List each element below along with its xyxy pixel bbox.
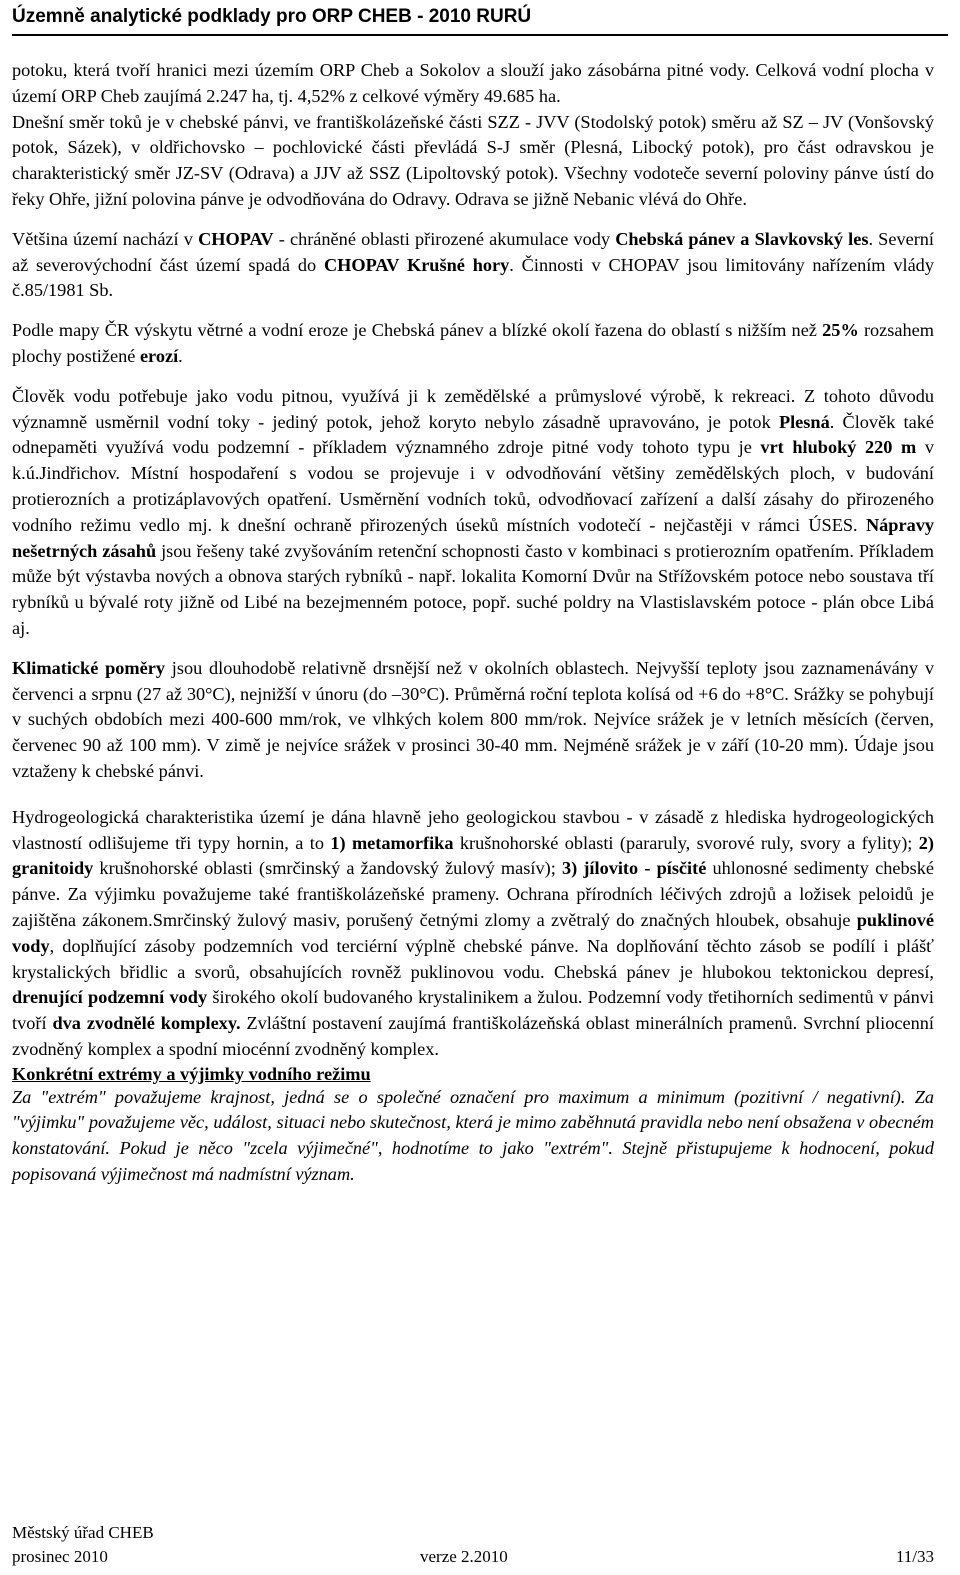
text-run: jsou řešeny také zvyšováním retenční schopnosti často v kombinaci s protierozním opatřením. Příkladem může být výstavba nových a obnova starých rybníků - např. lokalita Komorní Dvůr na Střížovském potoce nebo soustava tří rybníků u bývalé roty jižně od Libé na bezejmenném potoce, popř. suché poldry na Vlastislavském potoce - plán obce Libá aj. — [12, 540, 934, 638]
footer-row-office — [12, 1521, 934, 1545]
bold-text: drenující podzemní vody — [12, 987, 208, 1008]
text-run: krušnohorské oblasti (smrčinský a žandovský žulový masív); — [93, 858, 562, 879]
text-run: Většina území nachází v — [12, 228, 199, 249]
text-run: . Činnosti v CHOPAV jsou limitovány nařízením vlády č.85/1981 Sb. — [12, 254, 934, 301]
paragraph-chopav — [12, 227, 934, 304]
bold-text: CHOPAV Krušné hory — [323, 254, 510, 275]
bold-text: 25% — [822, 320, 859, 341]
text-run: Dnešní směr toků je v chebské pánvi, ve františkolázeňské části SZZ - JVV (Stodolský potok) směru až SZ – JV (Vonšovský potok, Sázek), v oldřichovsko – pochlovické části převládá S-J směr (Plesná, Libocký potok), pro část odravskou je charakteristický směr JZ-SV (Odrava) a JJV až SSZ (Lipoltovský potok). Všechny vodoteče severní poloviny pánve ústí do řeky Ohře, jižní polovina pánve je odvodňována do Odravy. Odrava se jižně Nebanic vlévá do Ohře. — [12, 111, 934, 209]
paragraph-water-area — [12, 58, 934, 110]
bold-text: 2) granitoidy — [12, 832, 934, 879]
paragraph-erosion — [12, 318, 934, 370]
document-title: Územně analytické podklady pro ORP CHEB - 2010 RURÚ — [12, 6, 532, 27]
bold-text: 1) metamorfika — [330, 832, 454, 853]
text-run: Hydrogeologická charakteristika území je dána hlavně jeho geologickou stavbou - v zásadě z hlediska hydrogeologických vlastností odlišujeme tři typy hornin, a to — [12, 806, 934, 853]
page-header — [12, 2, 948, 36]
text-run: uhlonosné sedimenty chebské pánve. Za výjimku považujeme také františkolázeňské prameny. Ochrana přírodních léčivých zdrojů a ložisek peloidů je zajištěna zákonem.Smrčinský žulový masiv, porušený četnými zlomy a zvětralý do značných hloubek, obsahuje — [12, 858, 934, 930]
bold-text: vrt hluboký 220 m — [760, 437, 917, 458]
bold-text: Plesná — [778, 411, 830, 432]
paragraph-flow-direction — [12, 110, 934, 213]
footer-version: verze 2.2010 — [420, 1547, 508, 1566]
footer-date: prosinec 2010 — [12, 1547, 108, 1566]
bold-text: puklinové vody — [12, 909, 934, 956]
text-run: Člověk vodu potřebuje jako vodu pitnou, využívá ji k zemědělské a průmyslové výrobě, k rekreaci. Z tohoto důvodu významně usměrnil vodní toky - jediný potok, jehož koryto nebylo zásadně upravováno, je potok — [12, 385, 934, 432]
text-run: , doplňující zásoby podzemních vod terciérní výplně chebské pánve. Na doplňování těchto zásob se podílí i plášť krystalických břidlic a svorů, obsahujících rovněž puklinovou vodu. Chebská pánev je hlubokou tektonickou depresí, — [12, 935, 934, 982]
text-run: jsou dlouhodobě relativně drsnější než v okolních oblastech. Nejvyšší teploty jsou zaznamenávány v červenci a srpnu (27 až 30°C), nejnižší v únoru (do –30°C). Průměrná roční teplota kolísá od +6 do +8°C. Srážky se pohybují v suchých obdobích mezi 400-600 mm/rok, ve vlhkých kolem 800 mm/rok. Nejvíce srážek je v letních měsících (červen, červenec 90 až 100 mm). V zimě je nejvíce srážek v prosinci 30-40 mm. Nejméně srážek je v září (10-20 mm). Údaje jsou vztaženy k chebské pánvi. — [12, 657, 934, 781]
bold-text: Chebská pánev a Slavkovský les — [615, 228, 869, 249]
text-run: potoku, která tvoří hranici mezi územím ORP Cheb a Sokolov a slouží jako zásobárna pitné vody. Celková vodní plocha v území ORP Cheb zaujímá 2.247 ha, tj. 4,52% z celkové výměry 49.685 ha. — [12, 60, 934, 106]
page-number: 11/33 — [895, 1547, 934, 1566]
bold-text: CHOPAV — [198, 228, 274, 249]
text-run: širokého okolí budovaného krystalinikem a žulou. Podzemní vody třetihorních sedimentů v pánvi tvoří — [12, 987, 934, 1034]
text-run: - chráněné oblasti přirozené akumulace vody — [273, 228, 616, 249]
document-body — [12, 58, 934, 1188]
paragraph-climate — [12, 656, 934, 785]
bold-text: erozí — [139, 345, 179, 366]
paragraph-hydrogeology — [12, 805, 934, 1063]
text-run: rozsahem plochy postižené — [12, 320, 934, 366]
text-run: . — [178, 345, 183, 366]
bold-text: 3) jílovito - písčité — [561, 858, 707, 879]
page-footer — [12, 1521, 934, 1569]
text-run: . Člověk také odnepaměti využívá vodu podzemní - příkladem významného zdroje pitné vody tohoto typu je — [12, 411, 934, 458]
text-run: v k.ú.Jindřichov. Místní hospodaření s vodou se projevuje i v odvodňování většiny zemědělských ploch, v budování protierozních a protizáplavových opatření. Usměrnění vodních toků, odvodňovací zařízení a další zásahy do přirozeného vodního režimu vedlo mj. k dnešní ochraně přirozených úseků místních vodotečí - nejčastěji v rámci ÚSES. — [12, 437, 934, 535]
text-run: Zvláštní postavení zaujímá františkolázeňská oblast minerálních pramenů. Svrchní pliocenní zvodněný komplex a spodní miocénní zvodněný komplex. — [12, 1013, 934, 1059]
bold-text: Klimatické poměry — [12, 657, 165, 678]
paragraph-water-use — [12, 384, 934, 642]
section-heading: Konkrétní extrémy a výjimky vodního režimu — [12, 1063, 371, 1084]
text-run: Podle mapy ČR výskytu větrné a vodní eroze je Chebská pánev a blízké okolí řazena do oblastí s nižším než — [12, 320, 823, 341]
section-definition-text: Za "extrém" považujeme krajnost, jedná se o společné označení pro maximum a minimum (pozitivní / negativní). Za "výjimku" považujeme věc, událost, situaci nebo skutečnost, která je mimo zaběhnutá pravidla nebo není obsažena v obecném konstatování. Pokud je něco "zcela výjimečné", hodnotíme to jako "extrém". Stejně přistupujeme k hodnocení, pokud popisovaná výjimečnost má nadmístní význam. — [12, 1086, 934, 1185]
bold-text: dva zvodnělé komplexy. — [52, 1013, 241, 1034]
footer-row-meta — [12, 1545, 934, 1569]
text-run: krušnohorské oblasti (pararuly, svorové ruly, svory a fylity); — [453, 832, 919, 853]
text-run: . Severní až severovýchodní část území spadá do — [12, 228, 935, 275]
footer-office: Městský úřad CHEB — [12, 1523, 154, 1542]
bold-text: Nápravy nešetrných zásahů — [12, 514, 934, 561]
